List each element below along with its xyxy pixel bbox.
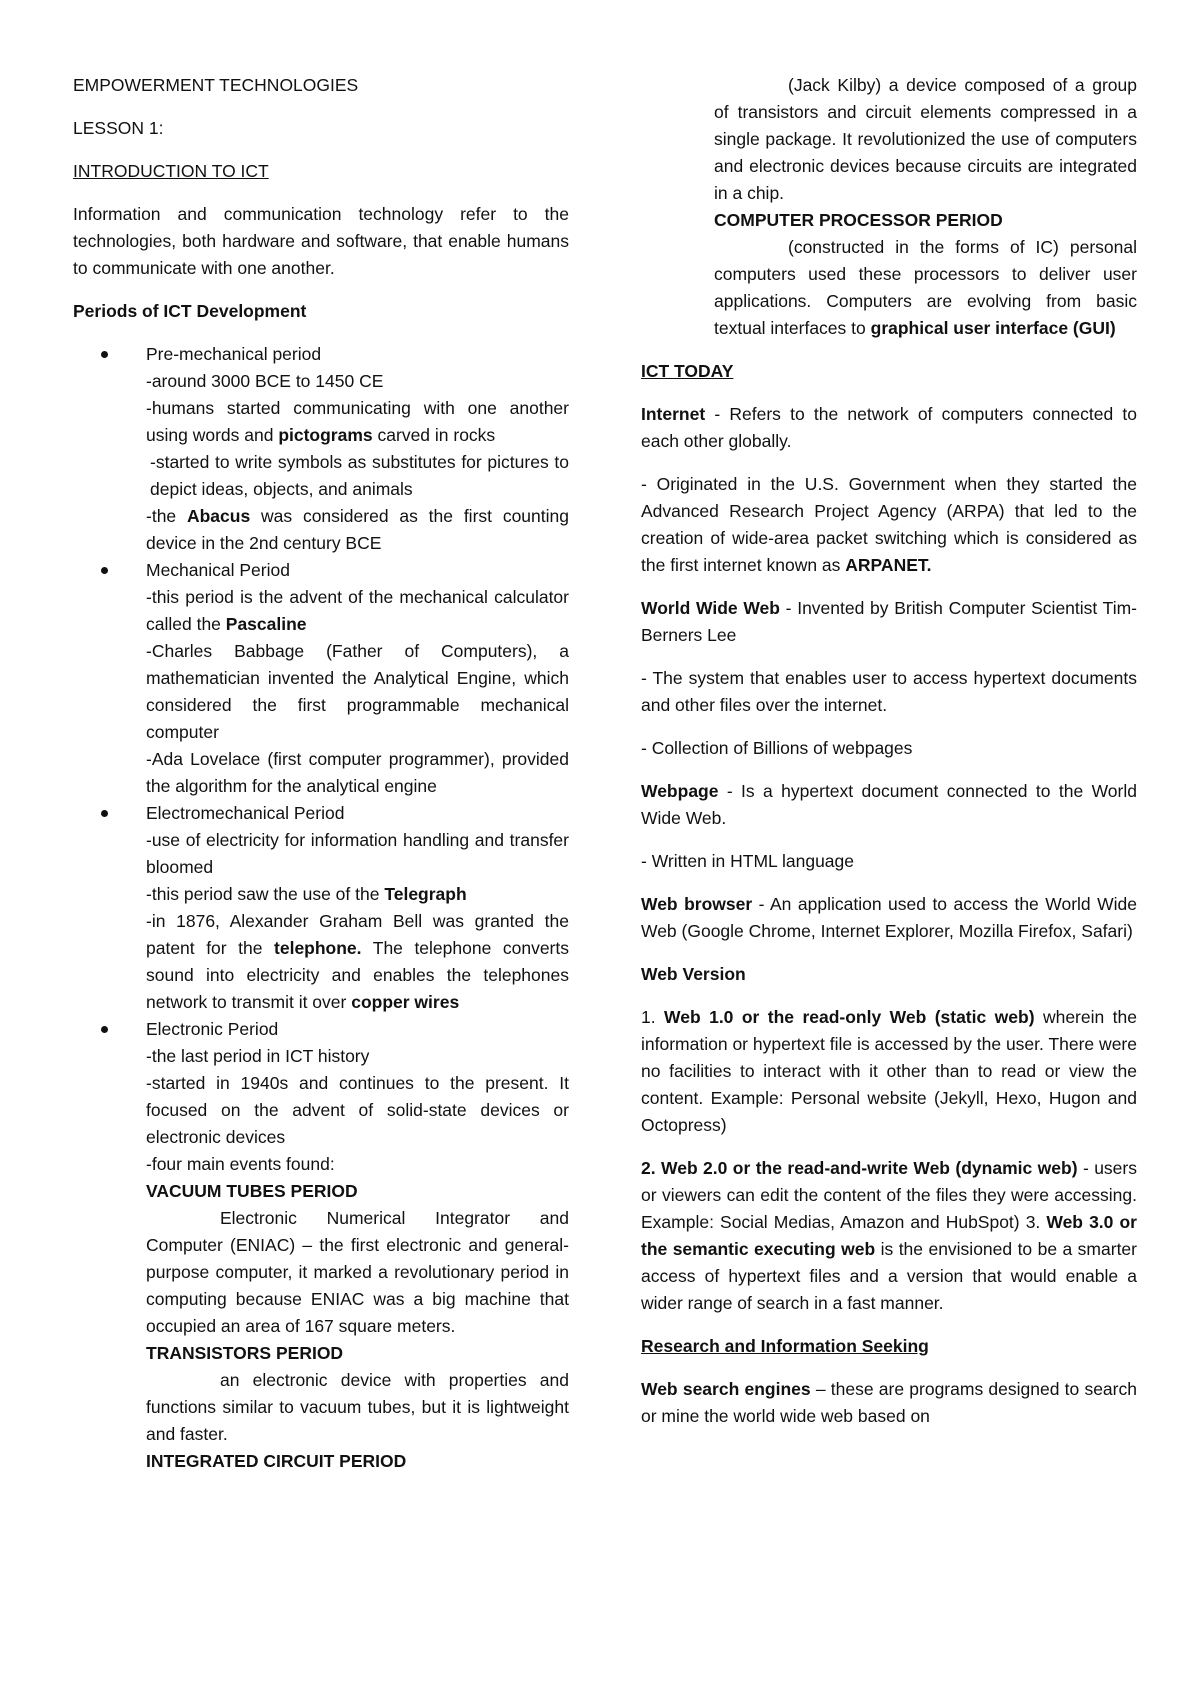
period-line: -four main events found: bbox=[146, 1154, 335, 1174]
period-line: -this period saw the use of the Telegraph bbox=[146, 884, 467, 904]
periods-list bbox=[73, 341, 569, 1475]
right-column bbox=[641, 72, 1137, 1430]
web1-text: 1. Web 1.0 or the read-only Web (static web) wherein the information or hypertext file is accessed by the user. There were no facilities to interact with it other than to read or view the content. Example: Personal website (Jekyll, Hexo, Hugon and Octopress) bbox=[641, 1007, 1137, 1135]
bullet-icon bbox=[101, 567, 108, 574]
period-line: -use of electricity for information handling and transfer bloomed bbox=[146, 830, 569, 877]
period-name: Electronic Period bbox=[146, 1019, 279, 1039]
period-line: -started in 1940s and continues to the present. It focused on the advent of solid-state devices or electronic devices bbox=[146, 1073, 569, 1147]
subperiod-text: Electronic Numerical Integrator and Computer (ENIAC) – the first electronic and general-purpose computer, it marked a revolutionary period in computing because ENIAC was a big machine that occupied an area of 167 square meters. bbox=[146, 1208, 569, 1336]
bullet-icon bbox=[101, 1026, 108, 1033]
period-line: -the Abacus was considered as the first counting device in the 2nd century BCE bbox=[146, 506, 569, 553]
web-version-heading: Web Version bbox=[641, 964, 746, 984]
search-engine-definition: Web search engines – these are programs designed to search or mine the world wide web based on bbox=[641, 1379, 1137, 1426]
period-line: -around 3000 BCE to 1450 CE bbox=[146, 371, 384, 391]
browser-definition: Web browser - An application used to access the World Wide Web (Google Chrome, Internet Explorer, Mozilla Firefox, Safari) bbox=[641, 894, 1137, 941]
period-line: -in 1876, Alexander Graham Bell was granted the patent for the telephone. The telephone converts sound into electricity and enables the telephones network to transmit it over copper wires bbox=[146, 911, 569, 1012]
subperiod-heading: INTEGRATED CIRCUIT PERIOD bbox=[146, 1451, 407, 1471]
www-definition: World Wide Web - Invented by British Computer Scientist Tim-Berners Lee bbox=[641, 598, 1138, 645]
subperiod-heading: COMPUTER PROCESSOR PERIOD bbox=[714, 210, 1003, 230]
intro-heading: INTRODUCTION TO ICT bbox=[73, 161, 269, 181]
ict-today-heading: ICT TODAY bbox=[641, 361, 734, 381]
intro-text: Information and communication technology refer to the technologies, both hardware and software, that enable humans to communicate with one another. bbox=[73, 204, 569, 278]
document-title: EMPOWERMENT TECHNOLOGIES bbox=[73, 75, 359, 95]
period-line: -started to write symbols as substitutes for pictures to depict ideas, objects, and animals bbox=[150, 452, 569, 499]
period-mechanical bbox=[73, 557, 569, 800]
bullet-icon bbox=[101, 810, 108, 817]
period-line: -humans started communicating with one another using words and pictograms carved in rocks bbox=[146, 398, 569, 445]
subperiod-text: (constructed in the forms of IC) personal computers used these processors to deliver user applications. Computers are evolving from basic textual interfaces to graphical user interface (GUI) bbox=[714, 237, 1137, 338]
webpage-html: - Written in HTML language bbox=[641, 851, 855, 871]
period-line: -Ada Lovelace (first computer programmer), provided the algorithm for the analytical engine bbox=[146, 749, 569, 796]
webpage-definition: Webpage - Is a hypertext document connected to the World Wide Web. bbox=[641, 781, 1137, 828]
period-name: Mechanical Period bbox=[146, 560, 290, 580]
period-line: -the last period in ICT history bbox=[146, 1046, 370, 1066]
www-system: - The system that enables user to access hypertext documents and other files over the internet. bbox=[641, 668, 1137, 715]
left-column bbox=[73, 72, 569, 1475]
subperiod-text: an electronic device with properties and functions similar to vacuum tubes, but it is lightweight and faster. bbox=[146, 1370, 569, 1444]
period-premechanical bbox=[73, 341, 569, 557]
period-electronic bbox=[73, 1016, 569, 1475]
lesson-label: LESSON 1: bbox=[73, 118, 164, 138]
period-name: Electromechanical Period bbox=[146, 803, 345, 823]
arpanet-text: - Originated in the U.S. Government when they started the Advanced Research Project Agency (ARPA) that led to the creation of wide-area packet switching which is considered as the first internet known as ARPANET. bbox=[641, 474, 1137, 575]
period-electromechanical bbox=[73, 800, 569, 1016]
ic-period-text: (Jack Kilby) a device composed of a group of transistors and circuit elements compressed in a single package. It revolutionized the use of computers and electronic devices because circuits are integrated in a chip. COMPUTER PROCESSOR PERIOD (constructed in the forms of IC) personal computers used these processors to deliver user applications. Computers are evolving from basic textual interfaces to graphical user interface (GUI) bbox=[641, 72, 1137, 342]
subperiod-heading: TRANSISTORS PERIOD bbox=[146, 1343, 344, 1363]
subperiod-heading: VACUUM TUBES PERIOD bbox=[146, 1181, 358, 1201]
web2-web3-text: 2. Web 2.0 or the read-and-write Web (dynamic web) - users or viewers can edit the content of the files they were accessing. Example: Social Medias, Amazon and HubSpot) 3. Web 3.0 or the semantic executing web is the envisioned to be a smarter access of hypertext files and a version that would enable a wider range of search in a fast manner. bbox=[641, 1158, 1137, 1313]
www-collection: - Collection of Billions of webpages bbox=[641, 738, 913, 758]
periods-heading: Periods of ICT Development bbox=[73, 301, 307, 321]
period-line: -this period is the advent of the mechanical calculator called the Pascaline bbox=[146, 587, 569, 634]
internet-definition: Internet - Refers to the network of computers connected to each other globally. bbox=[641, 404, 1137, 451]
research-heading: Research and Information Seeking bbox=[641, 1336, 929, 1356]
period-line: -Charles Babbage (Father of Computers), a mathematician invented the Analytical Engine, which considered the first programmable mechanical computer bbox=[146, 641, 569, 742]
period-name: Pre-mechanical period bbox=[146, 344, 322, 364]
bullet-icon bbox=[101, 351, 108, 358]
